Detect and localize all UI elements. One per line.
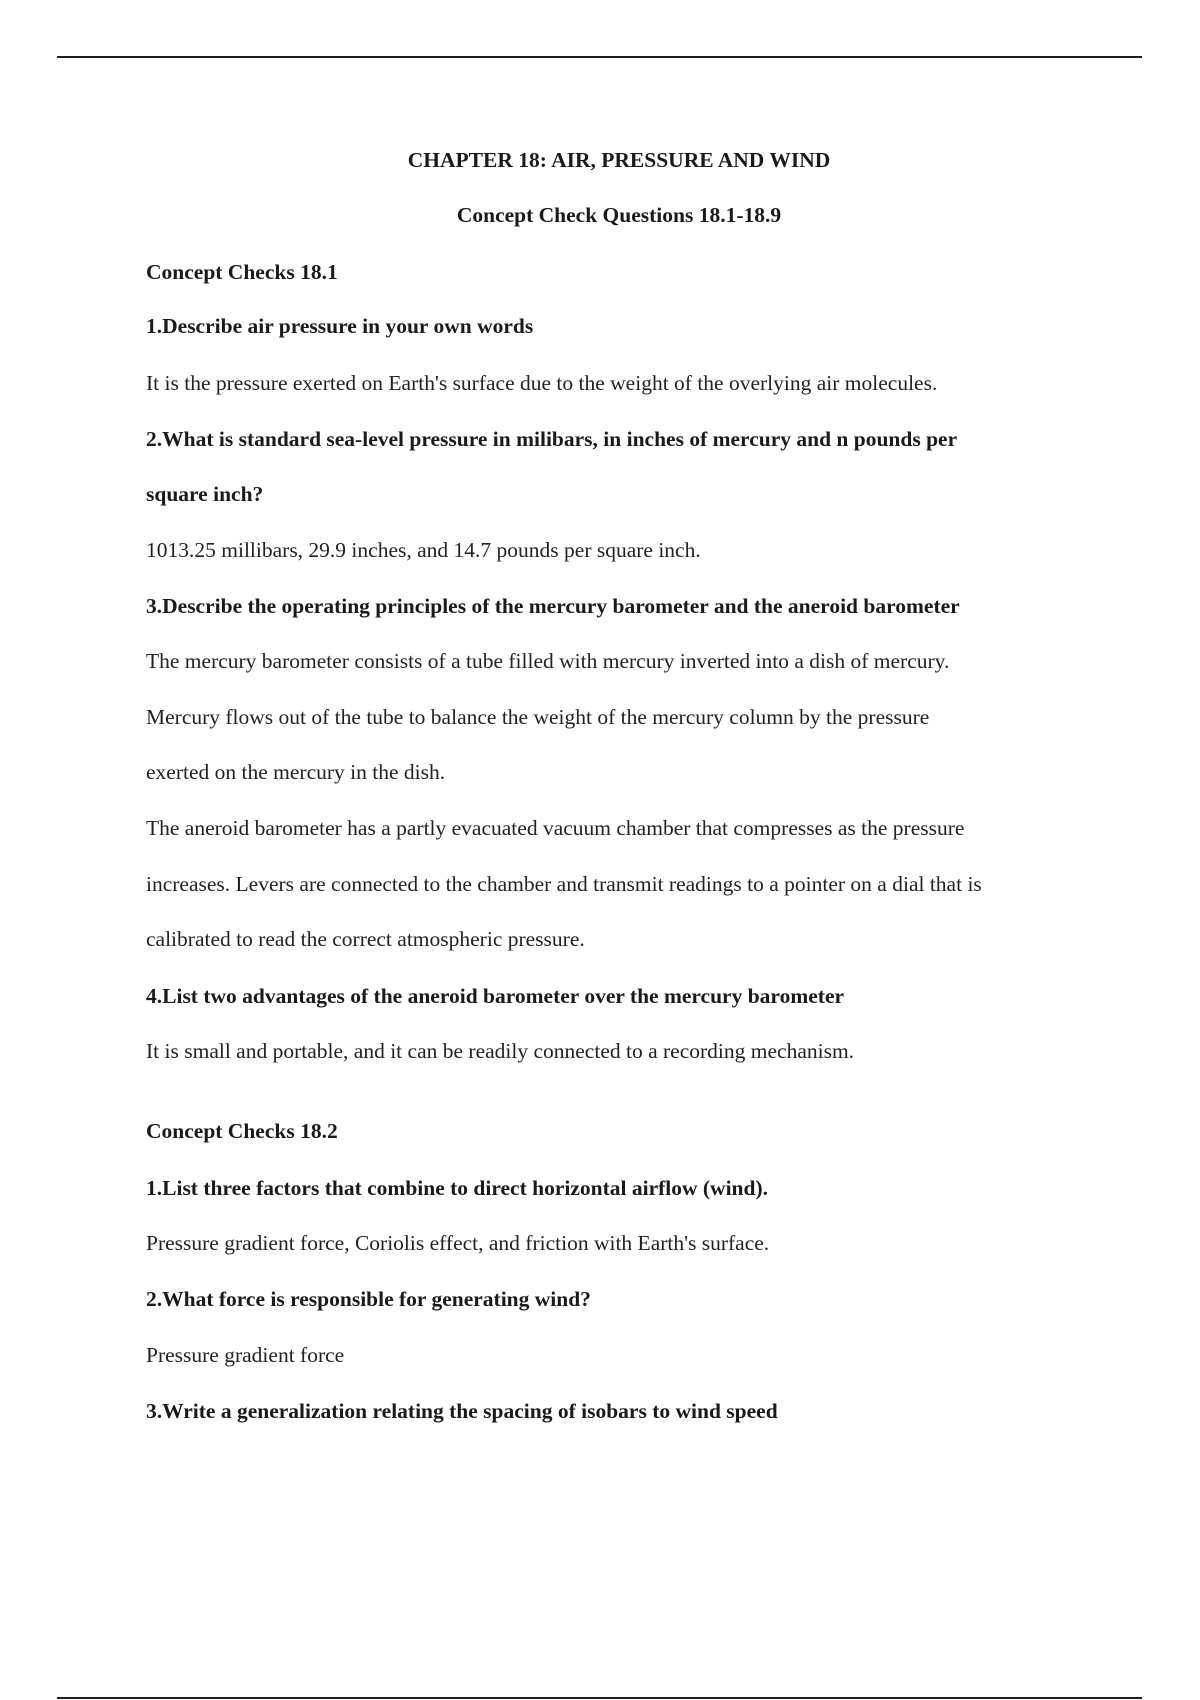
answer-18-1-3-line-2: Mercury flows out of the tube to balance the weight of the mercury column by the pressure	[146, 705, 930, 729]
top-rule	[57, 56, 1142, 58]
answer-18-2-2: Pressure gradient force	[146, 1343, 345, 1367]
question-18-1-3: 3.Describe the operating principles of the mercury barometer and the aneroid barometer	[146, 594, 960, 618]
answer-18-1-2: 1013.25 millibars, 29.9 inches, and 14.7 pounds per square inch.	[146, 538, 701, 562]
section-heading-18-1: Concept Checks 18.1	[146, 260, 338, 284]
question-18-1-2-line-2: square inch?	[146, 482, 264, 506]
answer-18-1-3-line-5: increases. Levers are connected to the chamber and transmit readings to a pointer on a dial that is	[146, 872, 982, 896]
answer-18-1-3-line-1: The mercury barometer consists of a tube filled with mercury inverted into a dish of mercury.	[146, 649, 950, 673]
answer-18-1-3-line-4: The aneroid barometer has a partly evacuated vacuum chamber that compresses as the pressure	[146, 816, 965, 840]
page-subtitle: Concept Check Questions 18.1-18.9	[456, 203, 782, 227]
question-18-1-1: 1.Describe air pressure in your own words	[146, 314, 534, 338]
answer-18-1-1: It is the pressure exerted on Earth's surface due to the weight of the overlying air molecules.	[146, 371, 938, 395]
section-heading-18-2: Concept Checks 18.2	[146, 1119, 338, 1143]
question-18-2-3: 3.Write a generalization relating the spacing of isobars to wind speed	[146, 1399, 778, 1423]
bottom-rule	[57, 1697, 1142, 1699]
question-18-2-2: 2.What force is responsible for generating wind?	[146, 1287, 591, 1311]
question-18-1-4: 4.List two advantages of the aneroid barometer over the mercury barometer	[146, 984, 845, 1008]
answer-18-1-3-line-3: exerted on the mercury in the dish.	[146, 760, 446, 784]
question-18-1-2-line-1: 2.What is standard sea-level pressure in milibars, in inches of mercury and n pounds per	[146, 427, 958, 451]
answer-18-1-4: It is small and portable, and it can be readily connected to a recording mechanism.	[146, 1039, 855, 1063]
page-title: CHAPTER 18: AIR, PRESSURE AND WIND	[407, 148, 831, 172]
question-18-2-1: 1.List three factors that combine to direct horizontal airflow (wind).	[146, 1176, 769, 1200]
answer-18-2-1: Pressure gradient force, Coriolis effect, and friction with Earth's surface.	[146, 1231, 770, 1255]
answer-18-1-3-line-6: calibrated to read the correct atmospheric pressure.	[146, 927, 585, 951]
